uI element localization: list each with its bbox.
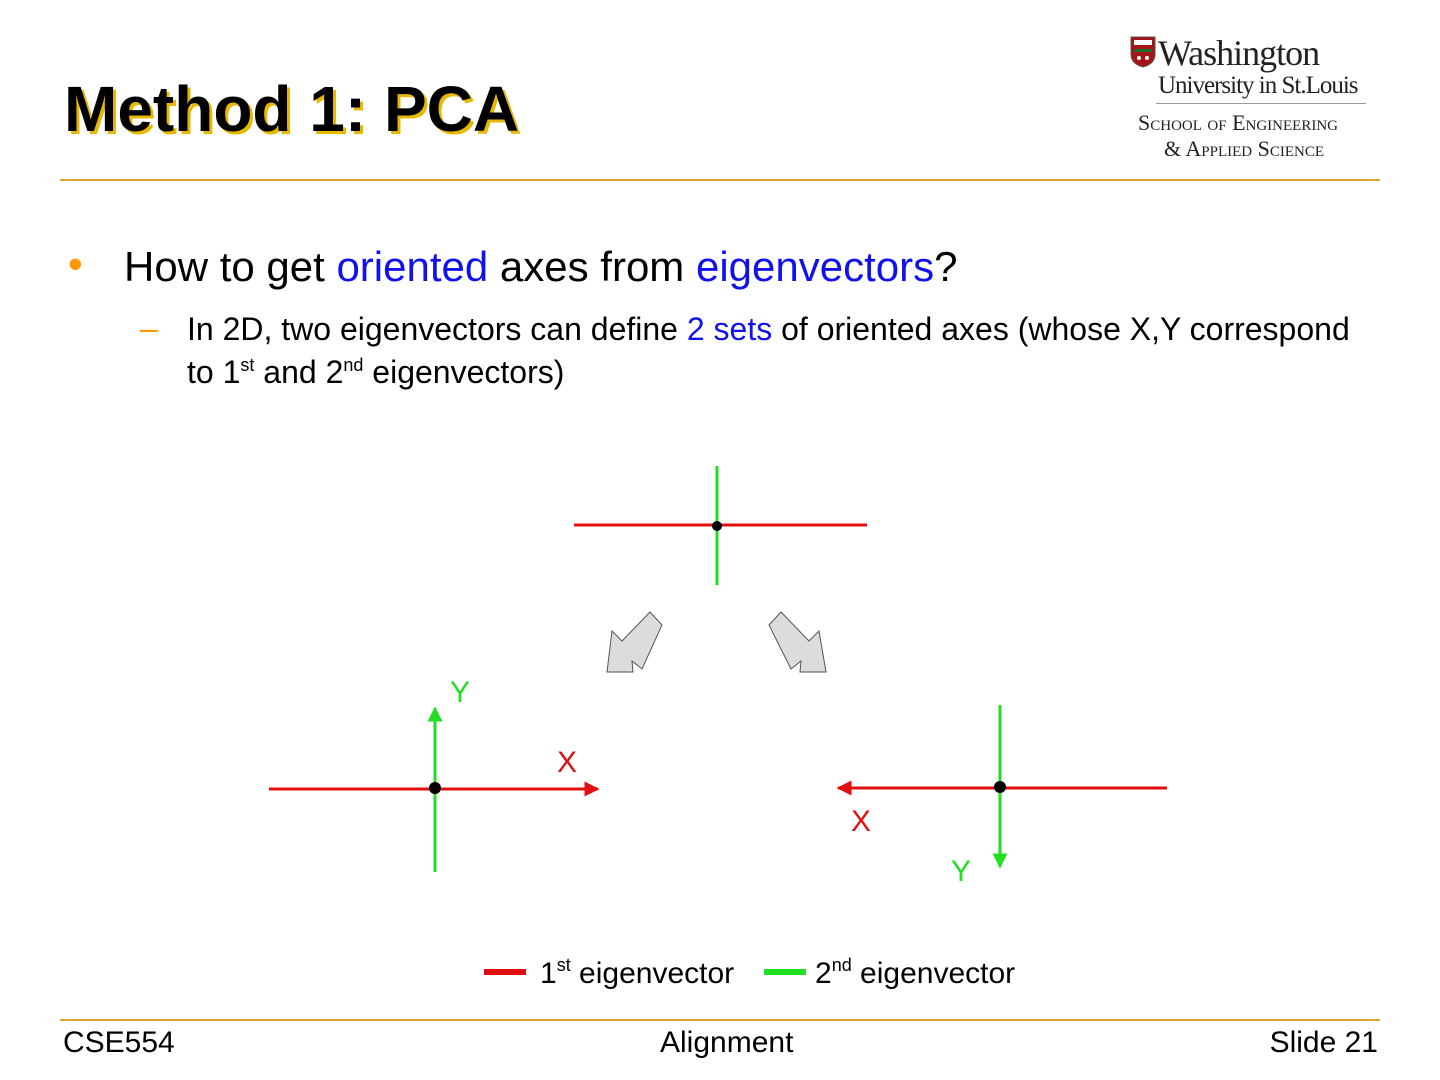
sub-highlight-2-sets: 2 sets: [686, 311, 773, 347]
logo-washington: Washington: [1158, 33, 1320, 73]
sub-part2: of oriented axes (whose X,Y correspond to 1: [187, 311, 1350, 390]
bullet-suffix: ?: [934, 243, 958, 290]
legend-second-sup: nd: [831, 955, 852, 975]
logo-school: School of Engineering: [1138, 110, 1338, 135]
sub-part4: eigenvectors): [363, 354, 565, 390]
footer-course: CSE554: [63, 1026, 175, 1059]
split-arrow-right: [769, 612, 826, 672]
legend-first-sup: st: [556, 955, 571, 975]
logo-university: University in St.Louis: [1158, 72, 1358, 99]
right-center-point: [994, 781, 1006, 793]
sub-sup-nd: nd: [343, 355, 364, 375]
top-center-point: [712, 521, 722, 531]
bullet-highlight-oriented: oriented: [336, 243, 489, 290]
legend-second-swatch: [764, 969, 806, 975]
bullet-prefix: How to get: [124, 243, 337, 290]
bullet-middle: axes from: [488, 243, 696, 290]
bullet-dot: •: [68, 240, 83, 287]
right-x-label: X: [851, 805, 872, 838]
legend-first-text: eigenvector: [570, 957, 735, 990]
logo-applied-science: & Applied Science: [1164, 136, 1325, 161]
unoriented-axes: [574, 466, 867, 585]
legend-first-eigenvector: [540, 957, 734, 991]
legend-second-text: eigenvector: [851, 957, 1016, 990]
left-x-label: X: [557, 746, 578, 779]
left-y-label: Y: [450, 676, 471, 709]
right-oriented-axes: [838, 705, 1167, 888]
left-oriented-axes: [269, 676, 598, 872]
legend-first-num: 1: [540, 957, 557, 990]
right-y-label: Y: [951, 855, 972, 888]
sub-part3: and 2: [254, 354, 344, 390]
legend-second-num: 2: [815, 957, 832, 990]
sub-part1: In 2D, two eigenvectors can define: [187, 311, 687, 347]
footer-rule: [60, 1019, 1380, 1021]
footer-slide-number: Slide 21: [1269, 1026, 1378, 1059]
legend-first-swatch: [484, 969, 526, 975]
split-arrow-left: [607, 612, 662, 672]
bullet-highlight-eigenvectors: eigenvectors: [695, 243, 935, 290]
legend-second-eigenvector: [815, 957, 1015, 991]
footer-topic: Alignment: [660, 1026, 794, 1059]
slide-title: Method 1: PCA: [64, 73, 520, 145]
left-center-point: [429, 782, 441, 794]
sub-bullet-dash: –: [140, 310, 158, 346]
sub-sup-st: st: [240, 355, 255, 375]
